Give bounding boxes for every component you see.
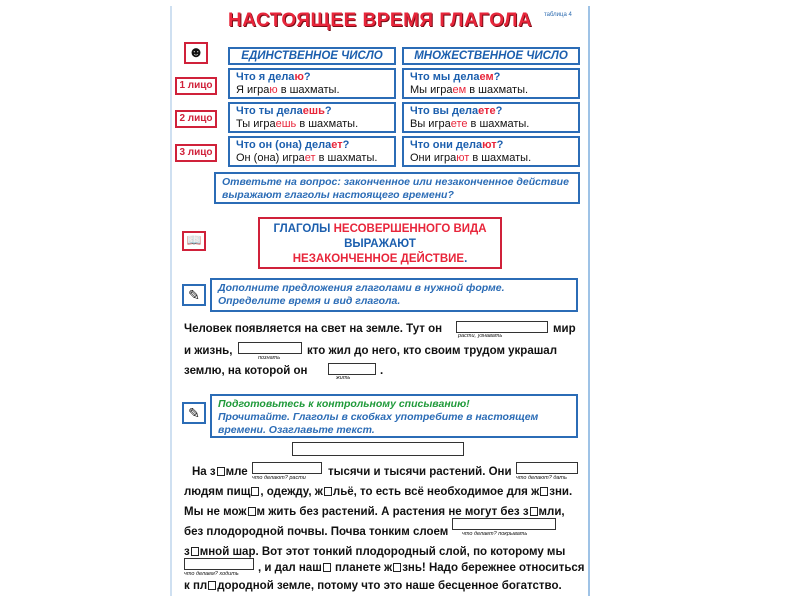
cell-singular-1 (228, 68, 396, 99)
column-plural: МНОЖЕСТВЕННОЕ ЧИСЛО (402, 47, 580, 65)
answer: Ты играешь в шахматы. (236, 118, 359, 130)
page-title: НАСТОЯЩЕЕ ВРЕМЯ ГЛАГОЛА (228, 10, 533, 31)
question: Что вы делаете? (410, 105, 503, 117)
exercise2-line1: На з мле (192, 466, 248, 478)
column-singular: ЕДИНСТВЕННОЕ ЧИСЛО (228, 47, 396, 65)
task-box-2: Подготовьтесь к контрольному списыванию! Прочитайте. Глаголы в скобках употребите в настоящем времени. Озаглавьте текст. (210, 394, 578, 438)
person-label-1: 1 лицо (175, 77, 217, 95)
exercise2-line3: Мы не мож м жить без растений. А растения не могут без з мли, (184, 506, 565, 518)
exercise1-line3a: землю, на которой он (184, 365, 308, 377)
cell-plural-2 (402, 102, 580, 133)
hint-2: познать (258, 355, 281, 361)
hint-grow: что делают? расти (252, 475, 306, 481)
exercise2-line2: людям пищ , одежду, ж льё, то есть всё необходимое для ж зни. (184, 486, 573, 498)
answer: Он (она) играет в шахматы. (236, 152, 378, 164)
person-label-3: 3 лицо (175, 144, 217, 162)
exercise1-line3-end: . (380, 365, 384, 377)
question: Что я делаю? (236, 71, 311, 83)
answer: Вы играете в шахматы. (410, 118, 530, 130)
exercise2-line6: , и дал наш планете ж знь! Надо бережнее относиться (258, 562, 585, 574)
rule-box: ГЛАГОЛЫ НЕСОВЕРШЕННОГО ВИДА ВЫРАЖАЮТ НЕЗАКОНЧЕННОЕ ДЕЙСТВИЕ. (258, 217, 502, 269)
answer: Мы играем в шахматы. (410, 84, 529, 96)
blank-grow[interactable] (252, 462, 322, 474)
hint-give: что делают? дать (516, 475, 567, 481)
hint-walk: что делаем? ходить (184, 571, 239, 577)
exercise1-line2a: и жизнь, (184, 345, 233, 357)
exercise2-line7: к пл дородной земле, потому что это наше бесценное богатство. (184, 580, 562, 592)
task-box-1: Дополните предложения глаголами в нужной форме. Определите время и вид глагола. (210, 278, 578, 312)
exercise1-line1: Человек появляется на свет на земле. Тут он (184, 323, 443, 335)
question: Что они делают? (410, 139, 504, 151)
answer: Они играют в шахматы. (410, 152, 532, 164)
hint-1: расти, узнавать (458, 333, 503, 339)
table-number: таблица 4 (544, 12, 572, 18)
question-note: Ответьте на вопрос: законченное или незаконченное действие выражают глаголы настоящего времени? (214, 172, 580, 204)
cell-singular-3 (228, 136, 396, 167)
answer: Я играю в шахматы. (236, 84, 340, 96)
blank-2[interactable] (238, 342, 302, 354)
smiley-icon: ☻ (184, 42, 208, 64)
exercise2-line4: без плодородной почвы. Почва тонким слоем (184, 526, 449, 538)
cell-singular-2 (228, 102, 396, 133)
cell-plural-1 (402, 68, 580, 99)
exercise1-line1-end: мир (553, 323, 576, 335)
title-blank[interactable] (292, 442, 464, 456)
hint-3: жить (336, 375, 351, 381)
person-label-2: 2 лицо (175, 110, 217, 128)
blank-3[interactable] (328, 363, 376, 375)
blank-give[interactable] (516, 462, 578, 474)
cell-plural-3 (402, 136, 580, 167)
worksheet (170, 6, 590, 596)
book-icon: 📖 (182, 231, 206, 251)
hint-cover: что делает? покрывать (462, 531, 528, 537)
blank-walk[interactable] (184, 558, 254, 570)
pen-icon: ✎ (182, 284, 206, 306)
question: Что он (она) делает? (236, 139, 350, 151)
question: Что мы делаем? (410, 71, 501, 83)
exercise1-line2b: кто жил до него, кто своим трудом украшал (307, 345, 558, 357)
pen-icon: ✎ (182, 402, 206, 424)
question: Что ты делаешь? (236, 105, 332, 117)
exercise2-line5: з мной шар. Вот этот тонкий плодородный слой, по которому мы (184, 546, 566, 558)
exercise2-line1-c: тысячи и тысячи растений. Они (328, 466, 512, 478)
blank-1[interactable] (456, 321, 548, 333)
blank-cover[interactable] (452, 518, 556, 530)
